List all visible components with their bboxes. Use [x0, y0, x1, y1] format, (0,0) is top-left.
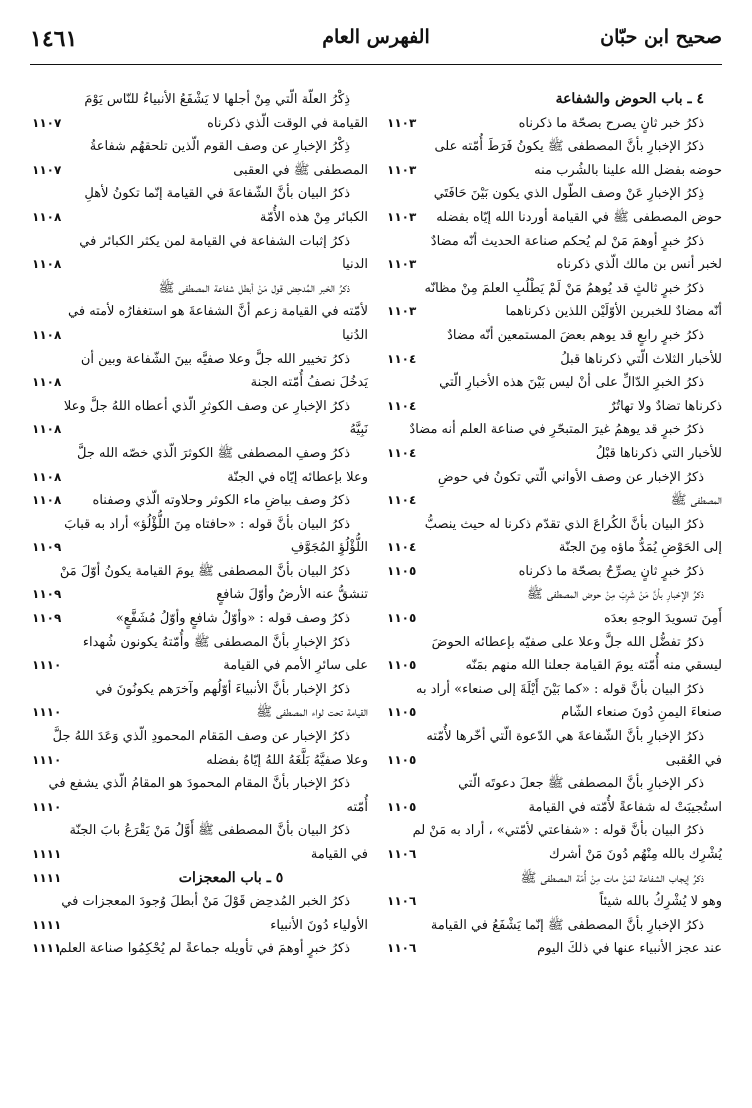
entry-text: ذِكْرُ الإخبارِ عن وصف القوم الّذين تلحقهُم شفاعةُ: [89, 139, 350, 155]
index-entry-line: [385, 701, 722, 725]
entry-text: تنشقُّ عنه الأرضُ وأوّلَ شافعٍ: [216, 587, 368, 603]
entry-text: ذكرُ البيان بأنَّ الشّفاعةَ في القيامة إنّما تكونُ لأهلِ: [84, 186, 350, 202]
entry-text: يُشْرِك بالله مِنْهُم دُونَ مَنْ أشرك: [549, 847, 722, 862]
index-entry-line: [30, 206, 368, 230]
index-entry-line: [30, 513, 368, 537]
index-entry-line: [30, 466, 368, 490]
index-entry-line: [385, 230, 722, 254]
entry-text: ذكرُ إيجاب الشفاعة لمَنْ مات مِنْ أُمّة المصطفى ﷺ: [520, 870, 704, 886]
entry-page-ref: ١١٠٤: [387, 540, 417, 555]
entry-text: المصطفى ﷺ في العقبى: [233, 162, 368, 178]
entry-page-ref: ١١٠٧: [32, 115, 62, 130]
entry-page-ref: ١١٠٩: [32, 540, 62, 555]
entry-text: ذكرُ البيان بأنَّ قوله : «شفاعتي لأمّتي» ، أراد به مَنْ لم: [412, 823, 704, 839]
entry-page-ref: ١١٠٥: [387, 799, 417, 814]
entry-page-ref: ١١٠٤: [387, 445, 417, 460]
entry-page-ref: ١١٠٨: [32, 327, 62, 342]
entry-text: ذكرُ خبرٍ قد يوهمُ غيرَ المتبحّرِ في صناعة العلم أنه مضادٌ: [409, 422, 704, 438]
index-entry-line: [30, 725, 368, 749]
entry-page-ref: ١١٠٣: [387, 209, 417, 224]
entry-text: صنعاءَ اليمنِ دُونَ صنعاء الشّام: [561, 705, 722, 721]
entry-text: لخبر أنس بن مالك الّذي ذكرناه: [556, 257, 722, 273]
index-entry-line: [30, 914, 368, 938]
index-entry-line: [30, 371, 368, 395]
index-entry-line: [385, 914, 722, 938]
page-number: ١٤٦١: [30, 26, 78, 52]
entry-page-ref: ١١٠٦: [387, 941, 417, 956]
index-entry-line: [30, 560, 368, 584]
index-entry-line: [30, 348, 368, 372]
entry-text: وهو لا يُشْرِكُ بالله شيئاً: [599, 894, 722, 910]
entry-text: على سائرِ الأمم في القيامة: [223, 658, 368, 674]
index-entry-line: [385, 749, 722, 773]
index-entry-line: [385, 324, 722, 348]
entry-text: القيامة في الوقت الّذي ذكرناه: [207, 115, 368, 131]
entry-page-ref: ١١١١: [32, 847, 62, 861]
entry-text: الأولياء دُونَ الأنبياء: [270, 917, 368, 933]
index-column-right: [385, 88, 722, 1078]
index-entry-line: [30, 253, 368, 277]
index-entry-line: [30, 442, 368, 466]
index-entry-line: [30, 796, 368, 820]
entry-text: ذكرُ الإخبارِ بأنَّ الشّفاعةَ هي الدّعوة الّتي أخّرها لأُمّته: [426, 729, 704, 745]
entry-text: أَمِنَ تسويدَ الوجهِ بعدَه: [603, 611, 722, 627]
entry-text: استُجيبَتْ له شفاعةً لأُمّته في القيامة: [528, 799, 722, 815]
entry-text: الكبائر مِنْ هذه الأُمّة: [259, 209, 368, 225]
entry-text: ذكرُ وصفِ المصطفى ﷺ الكوثرَ الّذي خصّه الله جلَّ: [77, 445, 350, 461]
index-entry-line: [385, 937, 722, 961]
entry-page-ref: ١١٠٣: [387, 304, 417, 319]
index-column-left: [30, 88, 368, 1078]
entry-page-ref: ١١١٠: [32, 752, 62, 767]
book-title: صحيح ابن حبّان: [600, 26, 722, 48]
index-entry-line: [385, 418, 722, 442]
entry-text: ذكرناها تضادٌ ولا تهاتُرٌ: [609, 398, 722, 414]
index-entry-line: [385, 607, 722, 631]
entry-text: وعلا صفيَّهُ بَلَّغَهُ اللهُ إيّاهُ بفضله: [206, 752, 368, 768]
index-entry-line: [30, 654, 368, 678]
entry-text: ذكرُ الخبرِ الدّالِّ على أنْ ليس بَيْنَ هذه الأخبارِ الّتي: [439, 375, 704, 391]
index-entry-line: [385, 466, 722, 490]
entry-text: ذكرُ البيان بأنَّ المصطفى ﷺ أَوَّلُ مَنْ يَقْرَعُ بابَ الجنّة: [69, 823, 350, 839]
entry-text: ذكرُ الإخبارِ بأنَّ المصطفى ﷺ إنّما يَشْفَعُ في القيامة: [430, 917, 704, 933]
entry-text: ذكرُ الإخبار بأنَّ الأنبياءَ أوّلُهم وآخرَهم يكونُونَ في: [95, 681, 350, 697]
entry-text: ذكرُ خبرٍ ثالثٍ قد يُوهمُ مَنْ لَمْ يَطْلُبِ العلمَ مِنْ مظانّه: [424, 280, 704, 296]
entry-text: ذكرُ الإخبار بأنَّ المقام المحمودَ هو المقامُ الّذي يشفع في: [48, 776, 350, 792]
entry-page-ref: ١١٠٥: [387, 752, 417, 767]
entry-text: ذكر الإخبارِ بأنَّ المصطفى ﷺ جعلَ دعوتَه الّتي: [458, 776, 704, 792]
index-entry-line: [385, 489, 722, 513]
entry-text: ذكرُ الخبر المُدحِض قَوْلَ مَنْ أبطلَ وُجودَ المعجزات في: [61, 894, 350, 910]
index-entry-line: [385, 890, 722, 914]
entry-text: عند عجز الأنبياء عنها في ذلكَ اليوم: [537, 941, 722, 957]
entry-text: حوضه بفضل الله علينا بالشُرب منه: [534, 162, 722, 178]
page-header: [30, 26, 722, 60]
index-entry-line: [30, 678, 368, 702]
entry-page-ref: ١١٠٣: [387, 115, 417, 130]
section-title: الفهرس العام: [322, 26, 430, 48]
entry-page-ref: ١١٠٨: [32, 375, 62, 390]
index-entry-line: [385, 631, 722, 655]
index-entry-line: [30, 749, 368, 773]
entry-text: ذكرُ البيان بأنَّ قوله : «كما بَيْنَ أَيْلَةَ إلى صنعاء» أراد به: [415, 681, 704, 697]
entry-text: يَدخُلَ نصفُ أُمّته الجنة: [250, 375, 368, 391]
index-entry-line: [30, 819, 368, 843]
entry-page-ref: ١١٠٩: [32, 611, 62, 626]
entry-page-ref: ١١٠٨: [32, 493, 62, 508]
entry-text: ذِكرُ الإخبارِ عَنْ وصف الطّول الذي يكون بَيْنَ حَافَتَي: [433, 186, 704, 202]
index-entry-line: [30, 230, 368, 254]
entry-text: وعلا بإعطائه إيّاه في الجنّة: [227, 469, 368, 485]
entry-text: ذِكْرُ العلّة الّتي مِنْ أجلها لا يَشْفَعُ الأنبياءُ للنّاس يَوْمَ: [84, 92, 350, 107]
entry-page-ref: ١١٠٥: [387, 658, 417, 673]
index-entry-line: [30, 112, 368, 136]
index-entry-line: [30, 300, 368, 324]
index-entry-line: [385, 348, 722, 372]
index-entry-line: [385, 182, 722, 206]
index-entry-line: [385, 819, 722, 843]
entry-page-ref: ١١٠٨: [32, 209, 62, 224]
entry-text: ذكرُ تخيير الله جلَّ وعلا صفيَّه بينَ الشّفاعة وبين أن: [80, 351, 350, 367]
entry-text: ذكرُ خبرٍ رابعٍ قد يوهم بعضَ المستمعين أنّه مضادٌ: [447, 327, 704, 343]
entry-page-ref: ١١٠٩: [32, 587, 62, 602]
entry-page-ref: ١١٠٤: [387, 493, 417, 508]
entry-text: أنّه مضادٌ للخبرين الأوّلَيْن اللذين ذكرناهما: [505, 304, 722, 320]
index-entry-line: [385, 796, 722, 820]
entry-text: ذكرُ البيان بأنَّ المصطفى ﷺ يومَ القيامة يكونُ أوّلَ مَنْ: [59, 563, 350, 579]
index-entry-line: [30, 418, 368, 442]
entry-page-ref: ١١١١: [32, 917, 62, 932]
index-entry-line: [385, 206, 722, 230]
index-entry-line: [30, 867, 368, 891]
index-entry-line: [30, 937, 368, 961]
entry-text: نَبِيَّهُ: [349, 422, 368, 438]
entry-text: ذكرُ تفضُّل الله جلَّ وعلا على صفيّه بإعطائه الحوضَ: [431, 634, 704, 650]
entry-text: للأخبار التي ذكرناها قبْلُ: [595, 445, 722, 461]
entry-text: إلى الحَوْضِ يُمَدُّ ماؤه مِنَ الجنّة: [558, 540, 722, 556]
index-entry-line: [385, 772, 722, 796]
entry-text: ذكرُ الإخبارِ بأنَّ المصطفى ﷺ وأُمّتهُ يكونون شُهداء: [82, 634, 350, 650]
index-entry-line: [385, 277, 722, 301]
index-entry-line: [385, 371, 722, 395]
index-entry-line: [385, 135, 722, 159]
index-entry-line: [385, 112, 722, 136]
entry-text: للأخبار الثلاث الّتي ذكرناها قبلُ: [560, 351, 722, 367]
entry-page-ref: ١١٠٤: [387, 351, 417, 366]
index-entry-line: [30, 536, 368, 560]
entry-text: ذكرُ الإخبار عن وصف الأواني الّتي تكونُ في حوضِ: [437, 469, 704, 485]
entry-page-ref: ١١١٠: [32, 705, 62, 720]
index-entry-line: [385, 654, 722, 678]
entry-text: ذكرُ الخبر المُدحِض قول مَنْ أبطل شفاعة المصطفى ﷺ: [158, 280, 350, 296]
entry-page-ref: ١١١٠: [32, 799, 62, 814]
entry-text: ذكرُ إثبات الشفاعة في القيامة لمن يكثر الكبائر في: [79, 233, 350, 249]
entry-page-ref: ١١٠٨: [32, 469, 62, 484]
index-entry-line: [385, 253, 722, 277]
index-entry-line: [30, 395, 368, 419]
index-entry-line: [385, 159, 722, 183]
entry-page-ref: ١١٠٣: [387, 162, 417, 177]
index-entry-line: [30, 324, 368, 348]
index-entry-line: [30, 890, 368, 914]
entry-page-ref: ١١١١: [32, 870, 62, 885]
index-entry-line: [30, 489, 368, 513]
index-entry-line: [385, 843, 722, 867]
entry-text: ذكرُ وصف قوله : «وأوّلُ شافعٍ وأوّلُ مُشَفَّعٍ»: [115, 611, 350, 627]
index-entry-line: [385, 867, 722, 891]
index-entry-line: [30, 843, 368, 867]
index-entry-line: [30, 607, 368, 631]
index-entry-line: [30, 159, 368, 183]
index-entry-line: [30, 277, 368, 301]
index-entry-line: [30, 182, 368, 206]
index-entry-line: [30, 631, 368, 655]
index-entry-line: [30, 701, 368, 725]
index-entry-line: [385, 300, 722, 324]
entry-text: ذكرُ البيان بأنَّ الكُراعَ الذي تقدّم ذكرنا له حيث ينصبُّ: [424, 516, 704, 532]
entry-page-ref: ١١٠٥: [387, 705, 417, 720]
index-entry-line: [385, 513, 722, 537]
entry-page-ref: ١١٠٨: [32, 422, 62, 437]
index-entry-line: [30, 772, 368, 796]
entry-text: القيامة تحت لواء المصطفى ﷺ: [256, 705, 368, 721]
entry-text: ذكرُ خبر ثانٍ يصرح بصحّة ما ذكرناه: [518, 115, 704, 131]
entry-page-ref: ١١٠٨: [32, 257, 62, 272]
entry-text: أُمّته: [346, 799, 368, 815]
entry-text: الدُنيا: [342, 327, 368, 343]
index-entry-line: [30, 583, 368, 607]
entry-page-ref: ١١٠٥: [387, 611, 417, 626]
entry-page-ref: ١١٠٦: [387, 847, 417, 861]
entry-text: ذكرُ خبرٍ أوهمَ مَنْ لم يُحكم صناعة الحديث أنّه مضادٌ: [430, 233, 704, 249]
index-entry-line: [385, 88, 722, 112]
entry-text: ذكرُ وصف بياضِ ماء الكوثر وحلاوته الّذي وصفناه: [92, 493, 350, 509]
index-entry-line: [30, 135, 368, 159]
index-entry-line: [385, 395, 722, 419]
index-entry-line: [385, 536, 722, 560]
entry-page-ref: ١١٠٥: [387, 563, 417, 578]
entry-text: الدنيا: [342, 257, 368, 273]
entry-text: اللُّؤْلُؤِ المُجَوَّفِ: [290, 540, 368, 556]
entry-text: ذكرُ الإخبار عن وصف المَقام المحمودِ الّذي وَعَدَ اللهُ جلَّ: [52, 729, 350, 745]
index-entry-line: [385, 725, 722, 749]
entry-text: في العُقبى: [665, 752, 722, 768]
index-entry-line: [385, 442, 722, 466]
index-entry-line: [30, 88, 368, 112]
entry-text: ذكرُ خبرٍ ثانٍ يصرِّحُ بصحّة ما ذكرناه: [518, 563, 704, 579]
header-rule: [30, 64, 722, 65]
index-entry-line: [385, 678, 722, 702]
entry-text: حوض المصطفى ﷺ في القيامة أوردنا الله إيّاه بفضله: [436, 209, 722, 225]
entry-text: ذكرُ الإخبارِ بأنَّ المصطفى ﷺ يكونُ فَرَطَ أُمّته على: [434, 139, 704, 155]
entry-text: لأمّته في القيامة زعم أنَّ الشفاعةَ هو استغفارُه لأمته في: [68, 304, 368, 320]
entry-text: ذكرُ البيان بأنَّ قوله : «حافتاه مِنَ اللُّؤْلُؤ» أراد به قبابَ: [64, 516, 350, 532]
entry-text: في القيامة: [310, 847, 368, 862]
entry-page-ref: ١١٠٣: [387, 257, 417, 272]
entry-text: ذكرُ الإخبارِ عن وصف الكوثرِ الّذي أعطاه اللهُ جلَّ وعلا: [63, 398, 350, 414]
entry-text: ليسقي منه أُمّته يومَ القيامة جعلنا الله منهم بمَنّه: [465, 658, 722, 674]
entry-text: ٤ ـ باب الحوض والشفاعة: [555, 91, 704, 107]
index-entry-line: [385, 583, 722, 607]
entry-page-ref: ١١٠٧: [32, 162, 62, 177]
entry-text: المصطفى ﷺ: [670, 493, 722, 509]
entry-text: ذكرُ خبرٍ أوهمَ في تأويله جماعةً لم يُحْكِمُوا صناعة العلم: [58, 941, 350, 957]
entry-page-ref: ١١٠٤: [387, 398, 417, 413]
entry-page-ref: ١١٠٦: [387, 894, 417, 909]
index-entry-line: [385, 560, 722, 584]
entry-page-ref: ١١١١: [32, 941, 62, 956]
entry-page-ref: ١١١٠: [32, 658, 62, 673]
entry-text: ذكرُ الإخبارِ بأنَّ مَنْ شَرِبَ مِنْ حوض المصطفى ﷺ: [527, 587, 704, 603]
entry-text: ٥ ـ باب المعجزات: [178, 869, 284, 886]
